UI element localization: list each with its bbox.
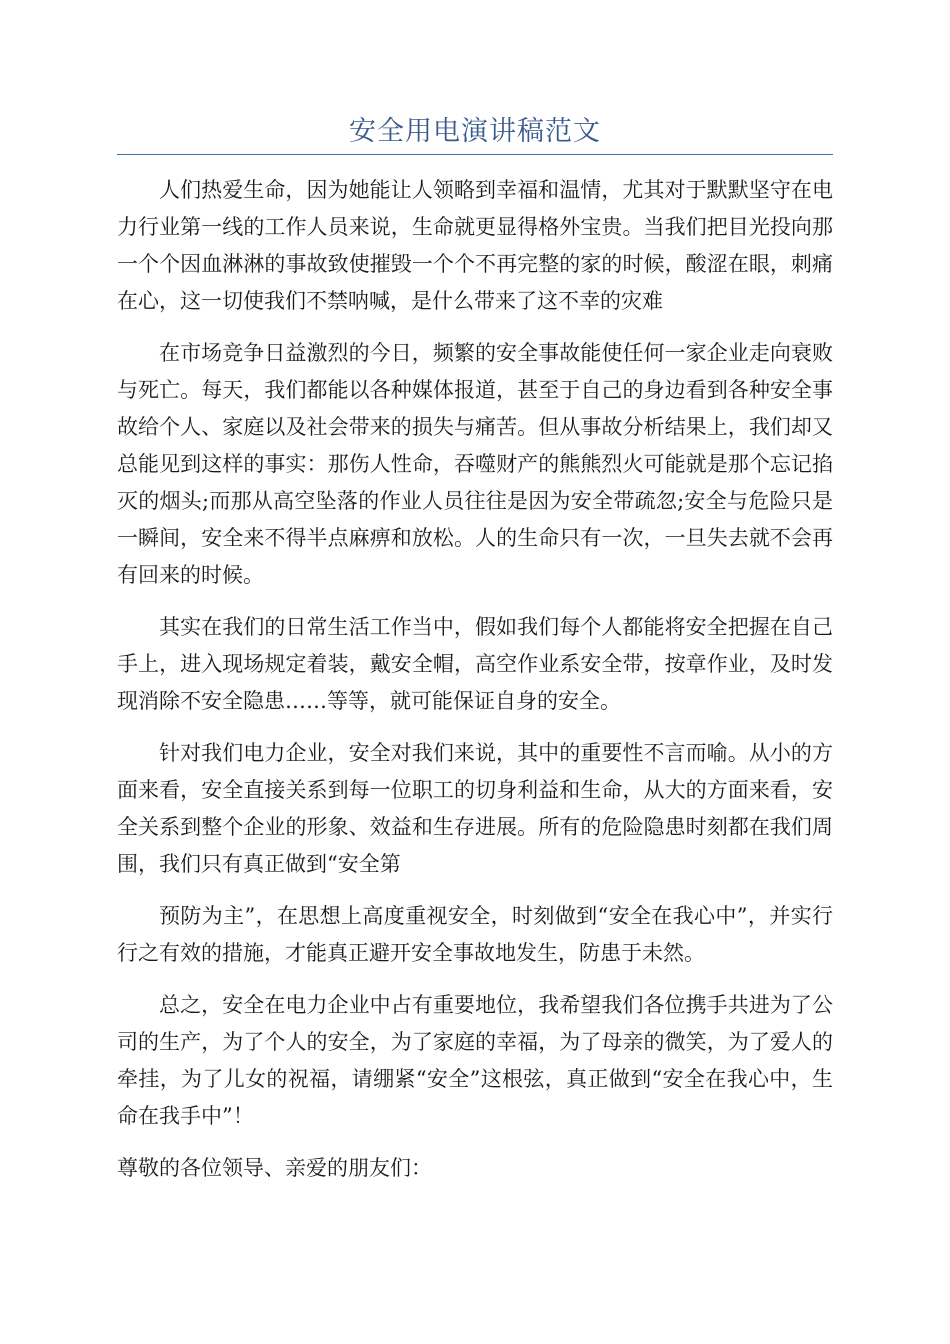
salutation-line: 尊敬的各位领导、亲爱的朋友们：	[117, 1156, 432, 1180]
document-body	[117, 172, 833, 1202]
paragraph-3: 其实在我们的日常生活工作当中，假如我们每个人都能将安全把握在自己手上，进入现场规定着装，戴安全帽，高空作业系安全带，按章作业，及时发现消除不安全隐患……等等，就可能保证自身的安全。	[117, 615, 833, 713]
paragraph-5: 预防为主”，在思想上高度重视安全，时刻做到“安全在我心中”，并实行行之有效的措施，才能真正避开安全事故地发生，防患于未然。	[117, 904, 833, 965]
title-underline	[117, 154, 833, 155]
paragraph-2: 在市场竞争日益激烈的今日，频繁的安全事故能使任何一家企业走向衰败与死亡。每天，我们都能以各种媒体报道，甚至于自己的身边看到各种安全事故给个人、家庭以及社会带来的损失与痛苦。但从事故分析结果上，我们却又总能见到这样的事实：那伤人性命，吞噬财产的熊熊烈火可能就是那个忘记掐灭的烟头;而那从高空坠落的作业人员往往是因为安全带疏忽;安全与危险只是一瞬间，安全来不得半点麻痹和放松。人的生命只有一次，一旦失去就不会再有回来的时候。	[117, 341, 833, 587]
paragraph-4: 针对我们电力企业，安全对我们来说，其中的重要性不言而喻。从小的方面来看，安全直接关系到每一位职工的切身利益和生命，从大的方面来看，安全关系到整个企业的形象、效益和生存进展。所有的危险隐患时刻都在我们周围，我们只有真正做到“安全第	[117, 741, 833, 876]
document-title: 安全用电演讲稿范文	[349, 116, 601, 147]
paragraph-1: 人们热爱生命，因为她能让人领略到幸福和温情，尤其对于默默坚守在电力行业第一线的工作人员来说，生命就更显得格外宝贵。当我们把目光投向那一个个因血淋淋的事故致使摧毁一个个不再完整的家的时候，酸涩在眼，刺痛在心，这一切使我们不禁呐喊，是什么带来了这不幸的灾难	[117, 178, 833, 313]
paragraph-6: 总之，安全在电力企业中占有重要地位，我希望我们各位携手共进为了公司的生产，为了个人的安全，为了家庭的幸福，为了母亲的微笑，为了爱人的牵挂，为了儿女的祝福，请绷紧“安全”这根弦，真正做到“安全在我心中，生命在我手中”！	[117, 993, 833, 1128]
